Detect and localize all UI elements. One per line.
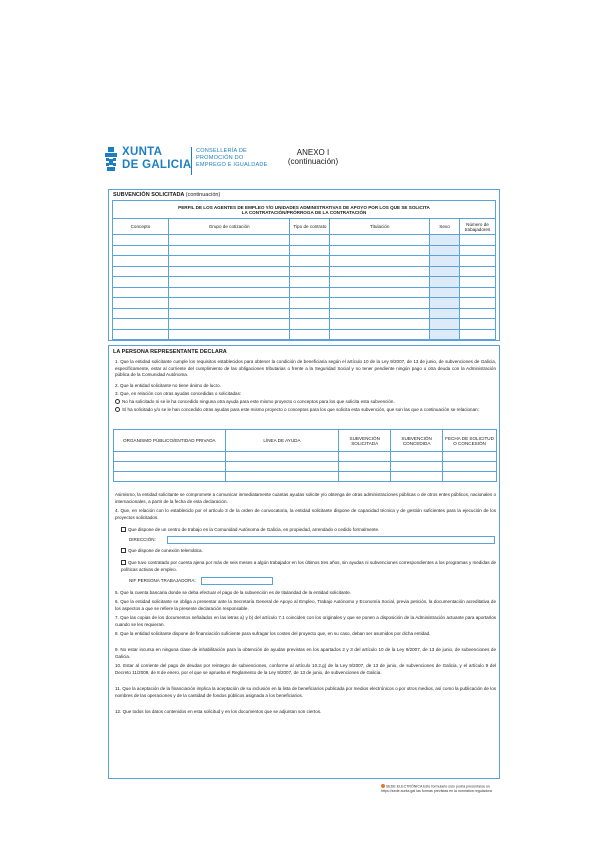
- agentes-table-row: [113, 329, 496, 340]
- table-cell-input[interactable]: [330, 245, 430, 256]
- table-cell-input[interactable]: [168, 329, 290, 340]
- agentes-table-row: [113, 256, 496, 267]
- table-cell-input[interactable]: [168, 266, 290, 277]
- agentes-table-row: [113, 287, 496, 298]
- declaration-item-2: 2. Que la entidad solicitante no tiene ánimo de lucro.: [115, 383, 221, 388]
- footer-line-2: https://sede.xunta.gal las formas previstas en la normativa reguladora: [381, 789, 492, 793]
- table-cell-input[interactable]: [168, 298, 290, 309]
- table-cell-input[interactable]: [459, 298, 495, 309]
- table-cell-input[interactable]: [430, 298, 460, 309]
- table-cell-input[interactable]: [113, 287, 169, 298]
- table-cell-input[interactable]: [459, 329, 495, 340]
- table-cell-input[interactable]: [459, 308, 495, 319]
- table-cell-input[interactable]: [459, 287, 495, 298]
- declaration-item-6: 6. Que la entidad solicitante se obliga a presentar ante la Secretaría General de Apoyo al Empleo, Trabajo Autónomo y Economía Social, previa petición, la documentación acreditativa de los aspectos a que se refiere la presente declaración responsable.: [115, 599, 496, 611]
- table-cell-input[interactable]: [391, 462, 443, 472]
- column-header: Titulación: [330, 219, 430, 235]
- table-cell-input[interactable]: [113, 319, 169, 330]
- direccion-label: DIRECCIÓN:: [129, 537, 156, 542]
- table-cell-input[interactable]: [168, 319, 290, 330]
- table-cell-input[interactable]: [168, 287, 290, 298]
- column-header: LÍNEA DE AYUDA: [225, 430, 339, 452]
- table-cell-input[interactable]: [290, 319, 330, 330]
- table-cell-input[interactable]: [430, 319, 460, 330]
- table-cell-input[interactable]: [113, 245, 169, 256]
- declaration-item-9: 9. No estar incursa en ninguna clase de inhabilitación para la obtención de ayudas previstas en los apartados 2 y 3 del artículo 10 de la Ley 9/2007, de 13 de junio, de subvenciones de Galicia.: [115, 647, 496, 659]
- ayudas-table-row: [114, 462, 497, 472]
- table-cell-input[interactable]: [113, 329, 169, 340]
- column-header: Sexo: [430, 219, 460, 235]
- declaration-item-8: 8. Que la entidad solicitante dispone de financiación suficiente para sufragar los costes del proyecto que, en su caso, deban ser asumidos por dicha entidad.: [115, 631, 431, 636]
- table-cell-input[interactable]: [290, 329, 330, 340]
- table-cell-input[interactable]: [114, 472, 226, 482]
- table-title-line-1: PERFIL DE LOS AGENTES DE EMPLEO Y/O UNIDADES ADMINISTRATIVAS DE APOYO POR LOS QUE SE SOLICITA: [178, 204, 430, 210]
- table-cell-input[interactable]: [430, 277, 460, 288]
- agentes-table-header: [113, 219, 496, 235]
- nif-input[interactable]: [201, 577, 273, 585]
- column-header: SUBVENCIÓN CONCEDIDA: [391, 430, 443, 452]
- table-cell-input[interactable]: [113, 308, 169, 319]
- table-cell-input[interactable]: [430, 256, 460, 267]
- declaration-item-10: 10. Estar al corriente del pago de deudas por reintegro de subvenciones, conforme al artículo 10.2.g) de la Ley 9/2007, de 13 de junio, de subvenciones de Galicia, y el artículo 9 del Decreto 11/2009, de 8 de enero, por el que se aprueba el Reglamento de la Ley 9/2007, de 13 de junio, de subvenciones de Galicia.: [115, 663, 496, 675]
- table-cell-input[interactable]: [430, 266, 460, 277]
- table-cell-input[interactable]: [330, 256, 430, 267]
- check-centro-trabajo-label: Que dispone de un centro de trabajo en la Comunidad Autónoma de Galicia, en propiedad, arrendado o cedido formalmente.: [128, 527, 380, 532]
- ayudas-table-header: [114, 430, 497, 452]
- column-header: Número de trabajadores: [459, 219, 495, 235]
- table-cell-input[interactable]: [459, 256, 495, 267]
- check-centro-trabajo[interactable]: [121, 527, 496, 534]
- agentes-table-row: [113, 319, 496, 330]
- subvencion-section: [108, 189, 500, 341]
- table-cell-input[interactable]: [168, 277, 290, 288]
- xunta-logo: [104, 145, 284, 181]
- table-cell-input[interactable]: [290, 298, 330, 309]
- check-contratado[interactable]: [121, 560, 496, 573]
- table-cell-input[interactable]: [168, 235, 290, 246]
- annex-heading: [278, 148, 348, 166]
- radio-si-ayudas[interactable]: [115, 407, 496, 414]
- logo-line-2: DE GALICIA: [122, 159, 192, 171]
- radio-no-ayudas-label: No ha solicitado ni se le ha concedido ninguna otra ayuda para este mismo proyecto o conceptos para los que solicita esta subvención.: [122, 399, 395, 404]
- table-cell-input[interactable]: [168, 245, 290, 256]
- ayudas-table-body: [114, 452, 497, 482]
- table-cell-input[interactable]: [114, 452, 226, 462]
- checkbox[interactable]: [121, 560, 126, 565]
- agentes-table-row: [113, 277, 496, 288]
- column-header: Concepto: [113, 219, 169, 235]
- sede-electronica-note: [381, 784, 492, 794]
- section-title-suffix: (continuación): [185, 192, 221, 198]
- declara-section: [108, 345, 500, 779]
- radio-no-ayudas[interactable]: [115, 399, 496, 406]
- section-title-text: SUBVENCIÓN SOLICITADA: [113, 192, 185, 198]
- declaration-item-3: 3. Que, en relación con otras ayudas concedidas o solicitadas:: [115, 391, 242, 396]
- agentes-table-row: [113, 266, 496, 277]
- department-line-3: EMPREGO E IGUALDADE: [196, 162, 268, 168]
- logo-line-1: XUNTA: [122, 146, 163, 158]
- table-cell-input[interactable]: [113, 256, 169, 267]
- table-title-line-2: LA CONTRATACIÓN/PRÓRROGA DE LA CONTRATACIÓN: [241, 209, 367, 215]
- agentes-table-body: [113, 235, 496, 340]
- declaration-item-7: 7. Que las copias de los documentos señalados en las letras a) y b) del artículo 7.1 coinciden con los originales y que se ponen a disposición de la Administración actuante para aportarlos cuando se les requieran.: [115, 615, 496, 627]
- table-cell-input[interactable]: [430, 329, 460, 340]
- table-cell-input[interactable]: [113, 266, 169, 277]
- table-cell-input[interactable]: [330, 298, 430, 309]
- annex-title: ANEXO I: [296, 148, 330, 157]
- declaration-item-5: 5. Que la cuenta bancaria donde se deba efectuar el pago de la subvención es de titularidad de la entidad solicitante.: [115, 590, 352, 595]
- radio-button[interactable]: [115, 407, 120, 412]
- sede-icon: [381, 784, 385, 788]
- table-cell-input[interactable]: [290, 256, 330, 267]
- department-line-1: CONSELLERÍA DE: [196, 148, 247, 154]
- table-cell-input[interactable]: [443, 452, 497, 462]
- table-cell-input[interactable]: [459, 277, 495, 288]
- table-cell-input[interactable]: [459, 245, 495, 256]
- table-cell-input[interactable]: [391, 472, 443, 482]
- table-cell-input[interactable]: [290, 308, 330, 319]
- table-cell-input[interactable]: [225, 452, 339, 462]
- declaration-item-4: 4. Que, en relación con lo establecido por el artículo 3 de la orden de convocatoria, la entidad solicitante dispone de capacidad técnica y de gestión suficientes para la ejecución de los proyectos solicitados.: [115, 508, 496, 520]
- table-cell-input[interactable]: [339, 462, 391, 472]
- table-cell-input[interactable]: [459, 266, 495, 277]
- table-cell-input[interactable]: [443, 472, 497, 482]
- table-cell-input[interactable]: [168, 308, 290, 319]
- table-cell-input[interactable]: [339, 472, 391, 482]
- crest-icon: [104, 147, 118, 173]
- column-header: Tipo de contrato: [290, 219, 330, 235]
- table-cell-input[interactable]: [113, 235, 169, 246]
- table-cell-input[interactable]: [330, 277, 430, 288]
- check-conexion[interactable]: [121, 548, 496, 555]
- ayudas-table-row: [114, 452, 497, 462]
- table-cell-input[interactable]: [330, 319, 430, 330]
- department-line-2: PROMOCIÓN DO: [196, 155, 244, 161]
- declaration-item-1: 1. Que la entidad solicitante cumple los requisitos establecidos para obtener la condición de beneficiaria según el artículo 10 de la Ley 9/2007, de 13 de junio, de subvenciones de Galicia, específicamente, estar al corriente del cumplimiento de las obligaciones tributarias o frente a la Seguridad Social y no tener pendiente ningún pago u otra deuda con la Administración pública de la Comunidad Autónoma.: [115, 359, 496, 378]
- department-name: [196, 148, 268, 169]
- agentes-table-row: [113, 235, 496, 246]
- column-header: SUBVENCIÓN SOLICITADA: [339, 430, 391, 452]
- table-cell-input[interactable]: [430, 235, 460, 246]
- agentes-table-row: [113, 308, 496, 319]
- declaration-item-11: 11. Que la aceptación de la financiación implica la aceptación de su inclusión en la lista de beneficiarios publicada por medios electrónicos o por otros medios, así como la publicación de los nombres de las operaciones y de la cantidad de fondos públicos asignada a los beneficiarios.: [115, 686, 496, 698]
- table-cell-input[interactable]: [443, 462, 497, 472]
- agentes-table-row: [113, 298, 496, 309]
- column-header: FECHA DE SOLICITUD O CONCESIÓN: [443, 430, 497, 452]
- ayudas-table-row: [114, 472, 497, 482]
- check-conexion-label: Que dispone de conexión telemática.: [128, 548, 203, 553]
- ayudas-table: [113, 429, 497, 482]
- table-cell-input[interactable]: [339, 452, 391, 462]
- radio-si-ayudas-label: Sí ha solicitado y/o se le han concedido otras ayudas para este mismo proyecto o conceptos para los que solicita esta subvención, que son las que a continuación se relacionan:: [122, 407, 479, 412]
- table-cell-input[interactable]: [114, 462, 226, 472]
- column-header: Grupo de cotización: [168, 219, 290, 235]
- annex-subtitle: (continuación): [287, 157, 339, 166]
- table-cell-input[interactable]: [459, 319, 495, 330]
- table-cell-input[interactable]: [330, 329, 430, 340]
- logo-separator: [191, 147, 192, 175]
- table-cell-input[interactable]: [225, 472, 339, 482]
- direccion-input[interactable]: [167, 536, 495, 544]
- table-cell-input[interactable]: [459, 235, 495, 246]
- column-header: ORGANISMO PÚBLICO/ENTIDAD PRIVADA: [114, 430, 226, 452]
- table-cell-input[interactable]: [290, 245, 330, 256]
- table-cell-input[interactable]: [113, 298, 169, 309]
- declara-section-title: LA PERSONA REPRESENTANTE DECLARA: [113, 349, 227, 355]
- agentes-table: [112, 200, 496, 340]
- table-cell-input[interactable]: [330, 287, 430, 298]
- table-cell-input[interactable]: [430, 308, 460, 319]
- table-cell-input[interactable]: [225, 462, 339, 472]
- table-cell-input[interactable]: [391, 452, 443, 462]
- checkbox[interactable]: [121, 548, 126, 553]
- table-cell-input[interactable]: [290, 266, 330, 277]
- table-cell-input[interactable]: [330, 235, 430, 246]
- table-cell-input[interactable]: [290, 287, 330, 298]
- radio-button[interactable]: [115, 399, 120, 404]
- subvencion-section-title: [113, 192, 220, 198]
- nif-label: NIF PERSONA TRABAJADORA:: [129, 578, 196, 583]
- table-cell-input[interactable]: [113, 277, 169, 288]
- table-cell-input[interactable]: [168, 256, 290, 267]
- declaration-item-12: 12. Que todos los datos contenidos en esta solicitud y en los documentos que se adjuntan son ciertos.: [115, 709, 322, 714]
- table-cell-input[interactable]: [290, 277, 330, 288]
- checkbox[interactable]: [121, 527, 126, 532]
- table-cell-input[interactable]: [430, 245, 460, 256]
- table-cell-input[interactable]: [290, 235, 330, 246]
- agentes-table-title: [113, 201, 496, 219]
- footer-line-1: SEDE ELECTRÓNICA Este formulario solo podrá presentarse en: [386, 784, 491, 789]
- agentes-table-row: [113, 245, 496, 256]
- commitment-text: Asimismo, la entidad solicitante se compromete a comunicar inmediatamente cuantas ayudas solicite y/o obtenga de otras administraciones públicas o de otros entes públicos, nacionales o internacionales, a partir de la fecha de esta declaración.: [115, 492, 496, 504]
- table-cell-input[interactable]: [330, 266, 430, 277]
- table-cell-input[interactable]: [430, 287, 460, 298]
- check-contratado-label: Que tuvo contratado por cuenta ajena por más de seis meses a algún trabajador en los últimos tres años, sin ayudas ni subvenciones correspondientes a los programas y medidas de políticas activas de empleo.: [121, 560, 496, 572]
- table-cell-input[interactable]: [330, 308, 430, 319]
